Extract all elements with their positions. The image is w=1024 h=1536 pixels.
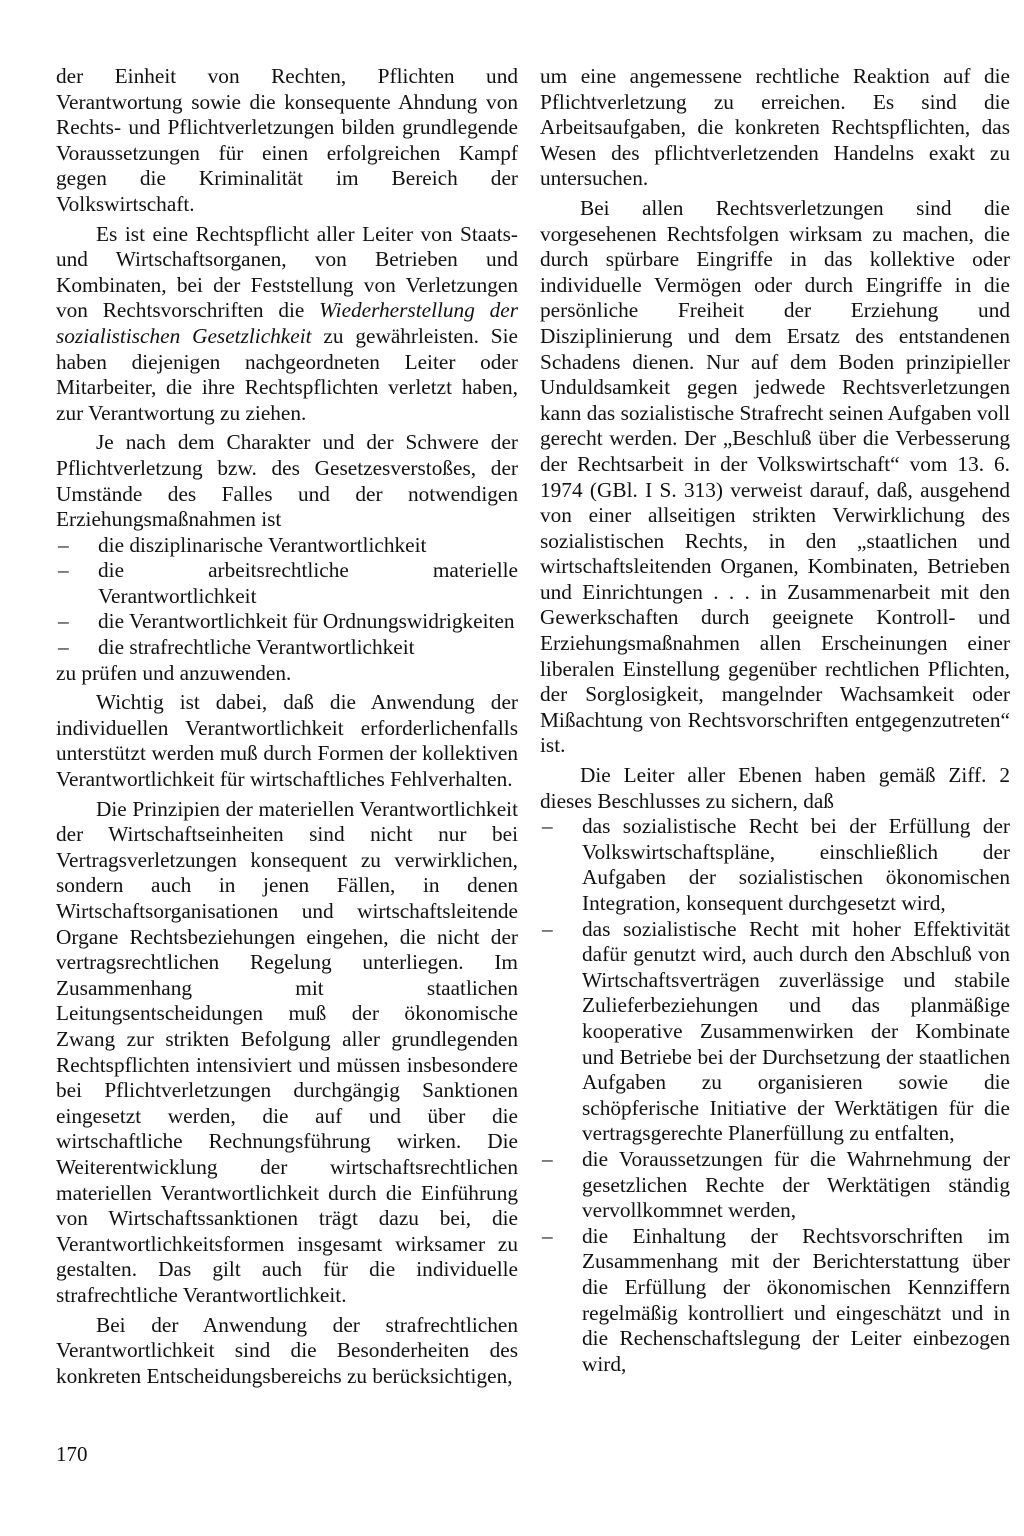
emphasis-text: Wiederherstellung der sozialistischen Gesetzlichkeit: [56, 298, 519, 348]
paragraph: Bei allen Rechtsverletzungen sind die vorgesehenen Rechtsfolgen wirksam zu machen, die durch spürbare Eingriffe in das kollektive oder individuelle Vermögen oder durch Eingriffe in die persönliche Freiheit der Erziehung und Disziplinierung und dem Ersatz des entstandenen Schadens dienen. Nur auf dem Boden prinzipieller Unduldsamkeit gegen jedwede Rechtsverletzungen kann das sozialistische Strafrecht seinen Aufgaben voll gerecht werden. Der „Beschluß über die Verbesserung der Rechtsarbeit in der Volkswirtschaft“ vom 13. 6. 1974 (GBl. I S. 313) verweist darauf, daß, ausgehend von einer allseitigen strikten Verwirklichung des sozialistischen Rechts, in den „staatlichen und wirtschaftsleitenden Organen, Kombinaten, Betrieben und Einrichtungen . . . in Zusammenarbeit mit den Gewerkschaften durch geeignete Kontroll- und Erziehungsmaßnahmen allen Erscheinungen einer liberalen Einstellung gegenüber rechtlichen Pflichten, der Sorglosigkeit, mangelnder Wachsamkeit oder Mißachtung von Rechtsvorschriften entgegenzutreten“ ist.: [540, 195, 1010, 758]
paragraph: Die Prinzipien der materiellen Verantwortlichkeit der Wirtschaftseinheiten sind nicht nur bei Vertragsverletzungen konsequent zu verwirklichen, sondern auch in jenen Fällen, in denen Wirtschaftsorganisationen und wirtschaftsleitende Organe Rechtsbeziehungen eingehen, die nicht der vertragsrechtlichen Regelung unterliegen. Im Zusammenhang mit staatlichen Leitungsentscheidungen muß der ökonomische Zwang zur strikten Befolgung aller grundlegenden Rechtspflichten intensiviert und müssen insbesondere bei Pflichtverletzungen durchgängig Sanktionen eingesetzt werden, die auf und über die wirtschaftliche Rechnungsführung wirken. Die Weiterentwicklung der wirtschaftsrechtlichen materiellen Verantwortlichkeit durch die Einführung von Wirtschaftssanktionen trägt dazu bei, die Verantwortlichkeitsformen insgesamt wirksamer zu gestalten. Das gilt auch für die individuelle strafrechtliche Verantwortlichkeit.: [56, 796, 518, 1307]
list-item: – die Verantwortlichkeit für Ordnungswidrigkeiten: [56, 609, 518, 635]
list-item: – die disziplinarische Verantwortlichkeit: [56, 533, 518, 559]
list-item: – das sozialistische Recht bei der Erfüllung der Volkswirtschaftspläne, einschließlich der Aufgaben der sozialistischen ökonomischen Integration, konsequent durchgesetzt wird,: [540, 814, 1010, 916]
paragraph: Wichtig ist dabei, daß die Anwendung der individuellen Verantwortlichkeit erforderlichenfalls unterstützt werden muß durch Formen der kollektiven Verantwortlichkeit für wirtschaftliches Fehlverhalten.: [56, 690, 518, 792]
bullet-list: [540, 814, 1010, 1377]
page-number: 170: [56, 1442, 88, 1466]
list-item: – die arbeitsrechtliche materielle Verantwortlichkeit: [56, 558, 518, 609]
bullet-list: [56, 533, 518, 661]
paragraph: zu prüfen und anzuwenden.: [56, 660, 292, 685]
paragraph: Die Leiter aller Ebenen haben gemäß Ziff. 2 dieses Beschlusses zu sichern, daß: [540, 763, 1010, 813]
list-item: – das sozialistische Recht mit hoher Effektivität dafür genutzt wird, auch durch den Abschluß von Wirtschaftsverträgen zuverlässige und stabile Zulieferbeziehungen und das planmäßige kooperative Zusammenwirken der Kombinate und Betriebe bei der Durchsetzung der staatlichen Aufgaben zu organisieren sowie die schöpferische Initiative der Werktätigen für die vertragsgerechte Planerfüllung zu entfalten,: [540, 917, 1010, 1147]
paragraph: Je nach dem Charakter und der Schwere der Pflichtverletzung bzw. des Gesetzesverstoßes, der Umstände des Falles und der notwendigen Erziehungsmaßnahmen ist: [56, 430, 518, 532]
list-item: – die strafrechtliche Verantwortlichkeit: [56, 635, 518, 661]
paragraph: der Einheit von Rechten, Pflichten und Verantwortung sowie die konsequente Ahndung von Rechts- und Pflichtverletzungen bilden grundlegende Voraussetzungen für einen erfolgreichen Kampf gegen die Kriminalität im Bereich der Volkswirtschaft.: [56, 64, 518, 216]
paragraph: Bei der Anwendung der strafrechtlichen Verantwortlichkeit sind die Besonderheiten des konkreten Entscheidungsbereichs zu berücksichtigen,: [56, 1312, 518, 1388]
right-column: [540, 64, 1010, 1377]
list-item: – die Voraussetzungen für die Wahrnehmung der gesetzlichen Rechte der Werktätigen ständig vervollkommnet werden,: [540, 1147, 1010, 1224]
list-item: – die Einhaltung der Rechtsvorschriften im Zusammenhang mit der Berichterstattung über die Erfüllung der ökonomischen Kennziffern regelmäßig kontrolliert und eingeschätzt und in die Rechenschaftslegung der Leiter einbezogen wird,: [540, 1224, 1010, 1378]
paragraph: um eine angemessene rechtliche Reaktion auf die Pflichtverletzung zu erreichen. Es sind die Arbeitsaufgaben, die konkreten Rechtspflichten, das Wesen des pflichtverletzenden Handelns exakt zu untersuchen.: [540, 64, 1010, 191]
paragraph: Es ist eine Rechtspflicht aller Leiter von Staats- und Wirtschaftsorganen, von Betrieben und Kombinaten, bei der Feststellung von Verletzungen von Rechtsvorschriften die Wiederherstellung der sozialistischen Gesetzlichkeit zu gewährleisten. Sie haben diejenigen nachgeordneten Leiter oder Mitarbeiter, die ihre Rechtspflichten verletzt haben, zur Verantwortung zu ziehen.: [56, 221, 519, 425]
left-column: [56, 64, 518, 1389]
